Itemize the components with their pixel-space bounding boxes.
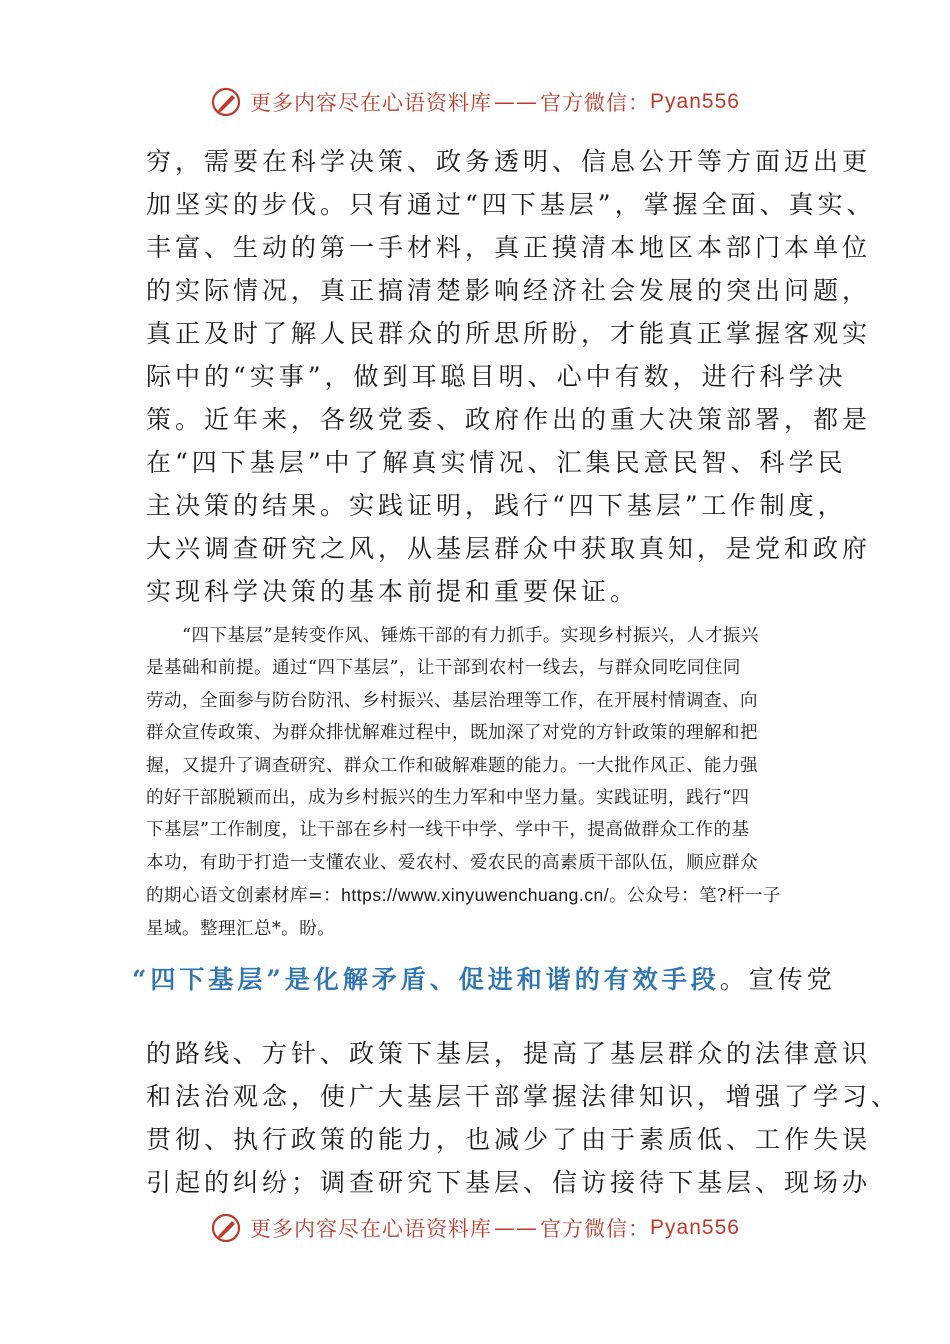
- pen-logo-icon: [210, 1212, 242, 1244]
- text-line-with-url: [146, 879, 806, 912]
- paragraph-decision-making: [146, 140, 876, 613]
- text-line: 本功，有助于打造一支懂农业、爱农村、爱农民的高素质干部队伍，顺应群众: [146, 852, 758, 873]
- text-line: 加坚实的步伐。只有通过“四下基层”，掌握全面、真实、: [146, 190, 876, 219]
- watermark-brand: 更多内容尽在心语资料库: [250, 91, 493, 115]
- text-line: 在“四下基层”中了解真实情况、汇集民意民智、科学民: [146, 448, 847, 477]
- paragraph-cadre-training: [146, 620, 806, 945]
- text-line: 劳动，全面参与防台防汛、乡村振兴、基层治理等工作，在开展村情调查、向: [146, 690, 758, 711]
- text-line: 大兴调查研究之风，从基层群众中获取真知，是党和政府: [146, 534, 872, 563]
- source-url-link[interactable]: https://www.xinyuwenchuang.cn/: [341, 885, 610, 906]
- text-line: 穷，需要在科学决策、政务透明、信息公开等方面迈出更: [146, 147, 872, 176]
- text-line: 际中的“实事”，做到耳聪目明、心中有数，进行科学决: [146, 362, 847, 391]
- pen-logo-icon: [210, 86, 242, 118]
- text-line: 贯彻、执行政策的能力，也减少了由于素质低、工作失误: [146, 1125, 872, 1154]
- section-heading-line: [132, 958, 836, 1001]
- text-fragment: 的期心语文创素材库=：: [146, 886, 342, 907]
- watermark-banner-bottom: [0, 1208, 950, 1248]
- text-fragment: 。公众号：笔?杆一子: [609, 886, 781, 907]
- text-line: 真正及时了解人民群众的所思所盼，才能真正掌握客观实: [146, 319, 872, 348]
- text-line: 的路线、方针、政策下基层，提高了基层群众的法律意识: [146, 1039, 872, 1068]
- watermark-banner-top: [0, 82, 950, 122]
- watermark-official: 官方微信：: [540, 1217, 651, 1241]
- text-line: 群众宣传政策、为群众排忧解难过程中，既加深了对党的方针政策的理解和把: [146, 723, 758, 744]
- text-line: 引起的纠纷；调查研究下基层、信访接待下基层、现场办: [146, 1168, 872, 1197]
- watermark-wechat-id: Pyan556: [650, 90, 740, 113]
- watermark-dash: ——: [494, 1216, 539, 1240]
- text-line: 星域。整理汇总*。盼。: [146, 918, 336, 939]
- text-line: 的实际情况，真正搞清楚影响经济社会发展的突出问题，: [146, 276, 872, 305]
- text-line: 实现科学决策的基本前提和重要保证。: [146, 577, 640, 606]
- watermark-official: 官方微信：: [540, 91, 651, 115]
- text-line: 是基础和前提。通过“四下基层”，让干部到农村一线去，与群众同吃同住同: [146, 658, 741, 679]
- watermark-wechat-id: Pyan556: [650, 1216, 740, 1239]
- heading-tail-text: 。宣传党: [719, 965, 836, 994]
- text-line: 握，又提升了调查研究、群众工作和破解难题的能力。一大批作风正、能力强: [146, 755, 758, 776]
- text-line: 和法治观念，使广大基层干部掌握法律知识，增强了学习、: [146, 1082, 901, 1111]
- text-line: “四下基层”是转变作风、锤炼干部的有力抓手。实现乡村振兴，人才振兴: [146, 626, 759, 646]
- text-line: 主决策的结果。实践证明，践行“四下基层”工作制度，: [146, 491, 847, 520]
- text-line: 策。近年来，各级党委、政府作出的重大决策部署，都是: [146, 405, 872, 434]
- text-line: 下基层”工作制度，让干部在乡村一线干中学、学中干，提高做群众工作的基: [146, 820, 750, 841]
- section-heading: “四下基层”是化解矛盾、促进和谐的有效手段: [132, 965, 720, 994]
- text-line: 丰富、生动的第一手材料，真正摸清本地区本部门本单位: [146, 233, 872, 262]
- text-line: 的好干部脱颖而出，成为乡村振兴的生力军和中坚力量。实践证明，践行“四: [146, 788, 750, 809]
- watermark-brand: 更多内容尽在心语资料库: [250, 1217, 493, 1241]
- paragraph-conflict-resolution: [132, 965, 901, 1204]
- watermark-dash: ——: [494, 90, 539, 114]
